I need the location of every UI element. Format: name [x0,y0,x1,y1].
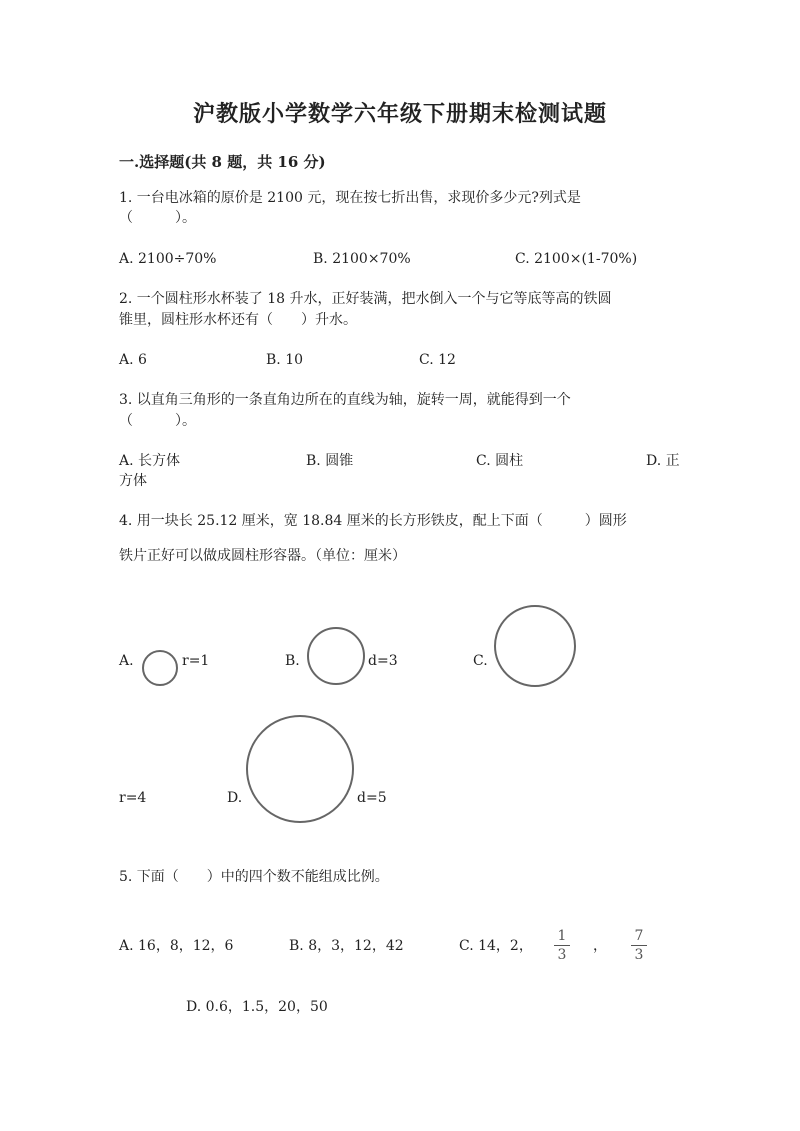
question-3-option-c: C. 圆柱 [476,453,524,469]
fraction-2-denominator: 3 [634,947,644,963]
question-5-option-b: B. 8，3，12，42 [289,938,404,954]
question-1-option-a: A. 2100÷70% [119,251,217,267]
question-3-line-2: （ ）。 [119,413,196,429]
question-2-line-1: 2. 一个圆柱形水杯装了 18 升水，正好装满，把水倒入一个与它等底等高的铁圆 [119,291,612,307]
fraction-1-denominator: 3 [557,947,567,963]
question-2-option-a: A. 6 [119,352,147,368]
question-5-comma: ， [593,938,607,954]
circle-d [246,715,354,823]
question-5-option-a: A. 16，8，12，6 [119,938,234,954]
question-2-option-b: B. 10 [266,352,304,368]
question-5-line-1: 5. 下面（ ）中的四个数不能组成比例。 [119,869,389,885]
fraction-seven-thirds [628,928,650,963]
question-5-option-c: C. 14，2， [459,938,533,954]
question-4-option-a-label: A. [119,653,134,669]
question-4-option-d-note: d=5 [357,790,387,806]
circle-c [494,605,576,687]
question-1-line-1: 1. 一台电冰箱的原价是 2100 元，现在按七折出售，求现价多少元?列式是 [119,190,581,206]
question-4-option-b-note: d=3 [368,653,398,669]
question-4-line-2: 铁片正好可以做成圆柱形容器。（单位：厘米） [119,548,406,564]
fraction-1-numerator: 1 [557,928,567,944]
question-3-line-1: 3. 以直角三角形的一条直角边所在的直线为轴，旋转一周，就能得到一个 [119,392,571,408]
question-4-option-d-label: D. [227,790,243,806]
question-1-line-2: （ ）。 [119,210,196,226]
question-1-option-c: C. 2100×(1-70%) [515,251,638,267]
question-4-option-c-note: r=4 [119,790,147,806]
question-4-option-c-label: C. [473,653,488,669]
section-heading: 一.选择题(共 8 题，共 16 分) [119,153,326,171]
circle-a [142,650,178,686]
question-4-option-b-label: B. [285,653,300,669]
question-4-line-1: 4. 用一块长 25.12 厘米，宽 18.84 厘米的长方形铁皮，配上下面（ ）圆形 [119,513,627,529]
question-1-option-b: B. 2100×70% [313,251,411,267]
fraction-one-third [551,928,573,963]
question-3-option-d-part-2: 方体 [119,473,147,489]
fraction-1-bar [554,945,570,946]
fraction-2-numerator: 7 [634,928,644,944]
question-2-line-2: 锥里，圆柱形水杯还有（ ）升水。 [119,312,357,328]
fraction-2-bar [631,945,647,946]
page-title: 沪教版小学数学六年级下册期末检测试题 [192,101,607,127]
question-4-option-a-note: r=1 [182,653,210,669]
question-3-option-b: B. 圆锥 [306,453,354,469]
question-5-option-d: D. 0.6，1.5，20，50 [186,999,328,1015]
circle-b [307,627,365,685]
question-2-option-c: C. 12 [419,352,456,368]
question-3-option-d-part-1: D. 正 [646,453,680,469]
question-3-option-a: A. 长方体 [119,453,181,469]
